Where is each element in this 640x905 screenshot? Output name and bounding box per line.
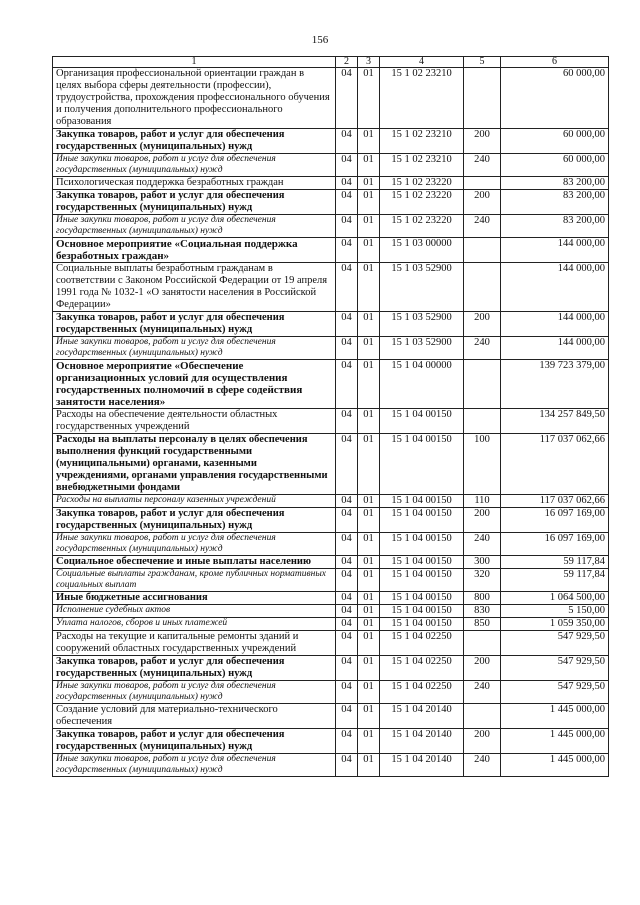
subsection-code-cell: 01 xyxy=(358,508,380,533)
subsection-code-cell: 01 xyxy=(358,605,380,618)
amount-cell: 83 200,00 xyxy=(501,177,609,190)
table-row xyxy=(53,409,609,434)
amount-cell: 144 000,00 xyxy=(501,337,609,360)
target-article-code-cell: 15 1 04 00150 xyxy=(380,434,464,495)
amount-cell: 60 000,00 xyxy=(501,129,609,154)
subsection-code-cell: 01 xyxy=(358,569,380,592)
table-row xyxy=(53,631,609,656)
amount-cell: 547 929,50 xyxy=(501,656,609,681)
expense-name-cell: Иные закупки товаров, работ и услуг для обеспечения государственных (муниципальных) нужд xyxy=(53,533,336,556)
target-article-code-cell: 15 1 03 52900 xyxy=(380,263,464,312)
amount-cell: 16 097 169,00 xyxy=(501,508,609,533)
expense-name-cell: Исполнение судебных актов xyxy=(53,605,336,618)
expense-name-cell: Основное мероприятие «Социальная поддержка безработных граждан» xyxy=(53,238,336,263)
expense-type-code-cell: 110 xyxy=(464,495,501,508)
section-code-cell: 04 xyxy=(336,704,358,729)
target-article-code-cell: 15 1 02 23220 xyxy=(380,190,464,215)
table-row xyxy=(53,556,609,569)
subsection-code-cell: 01 xyxy=(358,409,380,434)
table-row xyxy=(53,592,609,605)
target-article-code-cell: 15 1 04 00150 xyxy=(380,618,464,631)
expense-type-code-cell xyxy=(464,177,501,190)
subsection-code-cell: 01 xyxy=(358,190,380,215)
column-header: 4 xyxy=(380,57,464,68)
expense-type-code-cell: 320 xyxy=(464,569,501,592)
amount-cell: 83 200,00 xyxy=(501,215,609,238)
target-article-code-cell: 15 1 02 23210 xyxy=(380,129,464,154)
target-article-code-cell: 15 1 04 00150 xyxy=(380,592,464,605)
section-code-cell: 04 xyxy=(336,337,358,360)
target-article-code-cell: 15 1 04 20140 xyxy=(380,704,464,729)
expense-type-code-cell: 200 xyxy=(464,129,501,154)
section-code-cell: 04 xyxy=(336,238,358,263)
section-code-cell: 04 xyxy=(336,129,358,154)
expense-name-cell: Социальные выплаты гражданам, кроме публичных нормативных социальных выплат xyxy=(53,569,336,592)
table-row xyxy=(53,434,609,495)
table-row xyxy=(53,508,609,533)
table-row xyxy=(53,238,609,263)
expense-name-cell: Иные закупки товаров, работ и услуг для обеспечения государственных (муниципальных) нужд xyxy=(53,681,336,704)
amount-cell: 60 000,00 xyxy=(501,68,609,129)
section-code-cell: 04 xyxy=(336,177,358,190)
table-row xyxy=(53,177,609,190)
section-code-cell: 04 xyxy=(336,533,358,556)
section-code-cell: 04 xyxy=(336,631,358,656)
target-article-code-cell: 15 1 02 23210 xyxy=(380,154,464,177)
expense-type-code-cell xyxy=(464,704,501,729)
expense-name-cell: Расходы на обеспечение деятельности областных государственных учреждений xyxy=(53,409,336,434)
expense-type-code-cell: 300 xyxy=(464,556,501,569)
target-article-code-cell: 15 1 02 23210 xyxy=(380,68,464,129)
expense-type-code-cell xyxy=(464,238,501,263)
expense-type-code-cell: 240 xyxy=(464,754,501,777)
amount-cell: 139 723 379,00 xyxy=(501,360,609,409)
table-row xyxy=(53,215,609,238)
expense-type-code-cell: 830 xyxy=(464,605,501,618)
column-header: 6 xyxy=(501,57,609,68)
target-article-code-cell: 15 1 03 52900 xyxy=(380,337,464,360)
target-article-code-cell: 15 1 04 20140 xyxy=(380,729,464,754)
section-code-cell: 04 xyxy=(336,556,358,569)
expense-type-code-cell: 200 xyxy=(464,190,501,215)
expense-type-code-cell: 200 xyxy=(464,508,501,533)
amount-cell: 117 037 062,66 xyxy=(501,495,609,508)
expense-name-cell: Психологическая поддержка безработных граждан xyxy=(53,177,336,190)
target-article-code-cell: 15 1 04 00150 xyxy=(380,495,464,508)
section-code-cell: 04 xyxy=(336,569,358,592)
amount-cell: 59 117,84 xyxy=(501,569,609,592)
subsection-code-cell: 01 xyxy=(358,681,380,704)
expense-type-code-cell xyxy=(464,360,501,409)
target-article-code-cell: 15 1 02 23220 xyxy=(380,177,464,190)
section-code-cell: 04 xyxy=(336,592,358,605)
expense-name-cell: Иные бюджетные ассигнования xyxy=(53,592,336,605)
expense-name-cell: Уплата налогов, сборов и иных платежей xyxy=(53,618,336,631)
header-row xyxy=(53,57,609,68)
subsection-code-cell: 01 xyxy=(358,177,380,190)
section-code-cell: 04 xyxy=(336,409,358,434)
target-article-code-cell: 15 1 04 00150 xyxy=(380,409,464,434)
section-code-cell: 04 xyxy=(336,508,358,533)
subsection-code-cell: 01 xyxy=(358,215,380,238)
target-article-code-cell: 15 1 04 00150 xyxy=(380,605,464,618)
expense-type-code-cell: 240 xyxy=(464,533,501,556)
amount-cell: 5 150,00 xyxy=(501,605,609,618)
expense-type-code-cell: 240 xyxy=(464,154,501,177)
expense-name-cell: Организация профессиональной ориентации граждан в целях выбора сферы деятельности (профессии), трудоустройства, прохождения профессионального обучения и получения дополнительного профессионального образования xyxy=(53,68,336,129)
expense-type-code-cell: 200 xyxy=(464,729,501,754)
amount-cell: 1 445 000,00 xyxy=(501,729,609,754)
section-code-cell: 04 xyxy=(336,360,358,409)
target-article-code-cell: 15 1 04 02250 xyxy=(380,656,464,681)
target-article-code-cell: 15 1 04 00150 xyxy=(380,508,464,533)
column-header: 3 xyxy=(358,57,380,68)
table-row xyxy=(53,618,609,631)
section-code-cell: 04 xyxy=(336,434,358,495)
expense-name-cell: Закупка товаров, работ и услуг для обеспечения государственных (муниципальных) нужд xyxy=(53,312,336,337)
subsection-code-cell: 01 xyxy=(358,631,380,656)
amount-cell: 16 097 169,00 xyxy=(501,533,609,556)
section-code-cell: 04 xyxy=(336,495,358,508)
target-article-code-cell: 15 1 04 20140 xyxy=(380,754,464,777)
amount-cell: 144 000,00 xyxy=(501,263,609,312)
table-row xyxy=(53,605,609,618)
target-article-code-cell: 15 1 02 23220 xyxy=(380,215,464,238)
page-number: 156 xyxy=(311,34,329,46)
table-row xyxy=(53,360,609,409)
expense-type-code-cell: 240 xyxy=(464,337,501,360)
section-code-cell: 04 xyxy=(336,154,358,177)
subsection-code-cell: 01 xyxy=(358,729,380,754)
expense-name-cell: Закупка товаров, работ и услуг для обеспечения государственных (муниципальных) нужд xyxy=(53,190,336,215)
subsection-code-cell: 01 xyxy=(358,592,380,605)
expense-name-cell: Закупка товаров, работ и услуг для обеспечения государственных (муниципальных) нужд xyxy=(53,129,336,154)
section-code-cell: 04 xyxy=(336,605,358,618)
subsection-code-cell: 01 xyxy=(358,312,380,337)
table-row xyxy=(53,312,609,337)
target-article-code-cell: 15 1 04 00150 xyxy=(380,556,464,569)
section-code-cell: 04 xyxy=(336,68,358,129)
expense-type-code-cell: 850 xyxy=(464,618,501,631)
subsection-code-cell: 01 xyxy=(358,434,380,495)
amount-cell: 1 445 000,00 xyxy=(501,704,609,729)
amount-cell: 59 117,84 xyxy=(501,556,609,569)
section-code-cell: 04 xyxy=(336,215,358,238)
target-article-code-cell: 15 1 04 02250 xyxy=(380,631,464,656)
subsection-code-cell: 01 xyxy=(358,533,380,556)
expense-type-code-cell xyxy=(464,631,501,656)
section-code-cell: 04 xyxy=(336,618,358,631)
table-row xyxy=(53,533,609,556)
table-body xyxy=(53,68,609,777)
amount-cell: 134 257 849,50 xyxy=(501,409,609,434)
expense-type-code-cell: 240 xyxy=(464,681,501,704)
target-article-code-cell: 15 1 04 02250 xyxy=(380,681,464,704)
subsection-code-cell: 01 xyxy=(358,360,380,409)
expense-name-cell: Социальные выплаты безработным гражданам в соответствии с Законом Российской Федерации от 19 апреля 1991 года № 1032-1 «О занятости населения в Российской Федерации» xyxy=(53,263,336,312)
expense-name-cell: Иные закупки товаров, работ и услуг для обеспечения государственных (муниципальных) нужд xyxy=(53,215,336,238)
section-code-cell: 04 xyxy=(336,656,358,681)
subsection-code-cell: 01 xyxy=(358,495,380,508)
expense-name-cell: Основное мероприятие «Обеспечение организационных условий для осуществления государственных полномочий в сфере содействия занятости населения» xyxy=(53,360,336,409)
expense-name-cell: Расходы на выплаты персоналу в целях обеспечения выполнения функций государственными (муниципальными) органами, казенными учреждениями, органами управления государственными внебюджетными фондами xyxy=(53,434,336,495)
expense-name-cell: Закупка товаров, работ и услуг для обеспечения государственных (муниципальных) нужд xyxy=(53,508,336,533)
column-header: 5 xyxy=(464,57,501,68)
target-article-code-cell: 15 1 03 52900 xyxy=(380,312,464,337)
amount-cell: 1 059 350,00 xyxy=(501,618,609,631)
table-row xyxy=(53,729,609,754)
expense-type-code-cell xyxy=(464,68,501,129)
subsection-code-cell: 01 xyxy=(358,556,380,569)
expense-type-code-cell: 100 xyxy=(464,434,501,495)
expense-type-code-cell xyxy=(464,263,501,312)
section-code-cell: 04 xyxy=(336,754,358,777)
table-row xyxy=(53,569,609,592)
amount-cell: 547 929,50 xyxy=(501,681,609,704)
expense-name-cell: Иные закупки товаров, работ и услуг для обеспечения государственных (муниципальных) нужд xyxy=(53,154,336,177)
section-code-cell: 04 xyxy=(336,190,358,215)
amount-cell: 144 000,00 xyxy=(501,312,609,337)
column-header: 2 xyxy=(336,57,358,68)
section-code-cell: 04 xyxy=(336,312,358,337)
section-code-cell: 04 xyxy=(336,263,358,312)
section-code-cell: 04 xyxy=(336,729,358,754)
subsection-code-cell: 01 xyxy=(358,754,380,777)
table-row xyxy=(53,68,609,129)
expense-name-cell: Социальное обеспечение и иные выплаты населению xyxy=(53,556,336,569)
amount-cell: 83 200,00 xyxy=(501,190,609,215)
target-article-code-cell: 15 1 03 00000 xyxy=(380,238,464,263)
table-row xyxy=(53,190,609,215)
expense-name-cell: Закупка товаров, работ и услуг для обеспечения государственных (муниципальных) нужд xyxy=(53,729,336,754)
budget-table xyxy=(52,56,609,777)
amount-cell: 144 000,00 xyxy=(501,238,609,263)
amount-cell: 60 000,00 xyxy=(501,154,609,177)
subsection-code-cell: 01 xyxy=(358,656,380,681)
table-row xyxy=(53,154,609,177)
amount-cell: 547 929,50 xyxy=(501,631,609,656)
section-code-cell: 04 xyxy=(336,681,358,704)
target-article-code-cell: 15 1 04 00150 xyxy=(380,533,464,556)
expense-name-cell: Иные закупки товаров, работ и услуг для обеспечения государственных (муниципальных) нужд xyxy=(53,754,336,777)
target-article-code-cell: 15 1 04 00150 xyxy=(380,569,464,592)
expense-type-code-cell: 800 xyxy=(464,592,501,605)
expense-type-code-cell: 200 xyxy=(464,656,501,681)
column-header: 1 xyxy=(53,57,336,68)
table-row xyxy=(53,681,609,704)
subsection-code-cell: 01 xyxy=(358,263,380,312)
expense-name-cell: Расходы на текущие и капитальные ремонты зданий и сооружений областных государственных учреждений xyxy=(53,631,336,656)
subsection-code-cell: 01 xyxy=(358,238,380,263)
expense-name-cell: Закупка товаров, работ и услуг для обеспечения государственных (муниципальных) нужд xyxy=(53,656,336,681)
subsection-code-cell: 01 xyxy=(358,68,380,129)
expense-name-cell: Иные закупки товаров, работ и услуг для обеспечения государственных (муниципальных) нужд xyxy=(53,337,336,360)
expense-type-code-cell: 200 xyxy=(464,312,501,337)
subsection-code-cell: 01 xyxy=(358,704,380,729)
table-row xyxy=(53,656,609,681)
expense-name-cell: Расходы на выплаты персоналу казенных учреждений xyxy=(53,495,336,508)
table-row xyxy=(53,495,609,508)
subsection-code-cell: 01 xyxy=(358,154,380,177)
amount-cell: 1 445 000,00 xyxy=(501,754,609,777)
amount-cell: 1 064 500,00 xyxy=(501,592,609,605)
table-row xyxy=(53,129,609,154)
subsection-code-cell: 01 xyxy=(358,337,380,360)
subsection-code-cell: 01 xyxy=(358,618,380,631)
amount-cell: 117 037 062,66 xyxy=(501,434,609,495)
expense-name-cell: Создание условий для материально-технического обеспечения xyxy=(53,704,336,729)
table-row xyxy=(53,754,609,777)
table-row xyxy=(53,263,609,312)
table-row xyxy=(53,337,609,360)
table-row xyxy=(53,704,609,729)
expense-type-code-cell xyxy=(464,409,501,434)
target-article-code-cell: 15 1 04 00000 xyxy=(380,360,464,409)
expense-type-code-cell: 240 xyxy=(464,215,501,238)
subsection-code-cell: 01 xyxy=(358,129,380,154)
